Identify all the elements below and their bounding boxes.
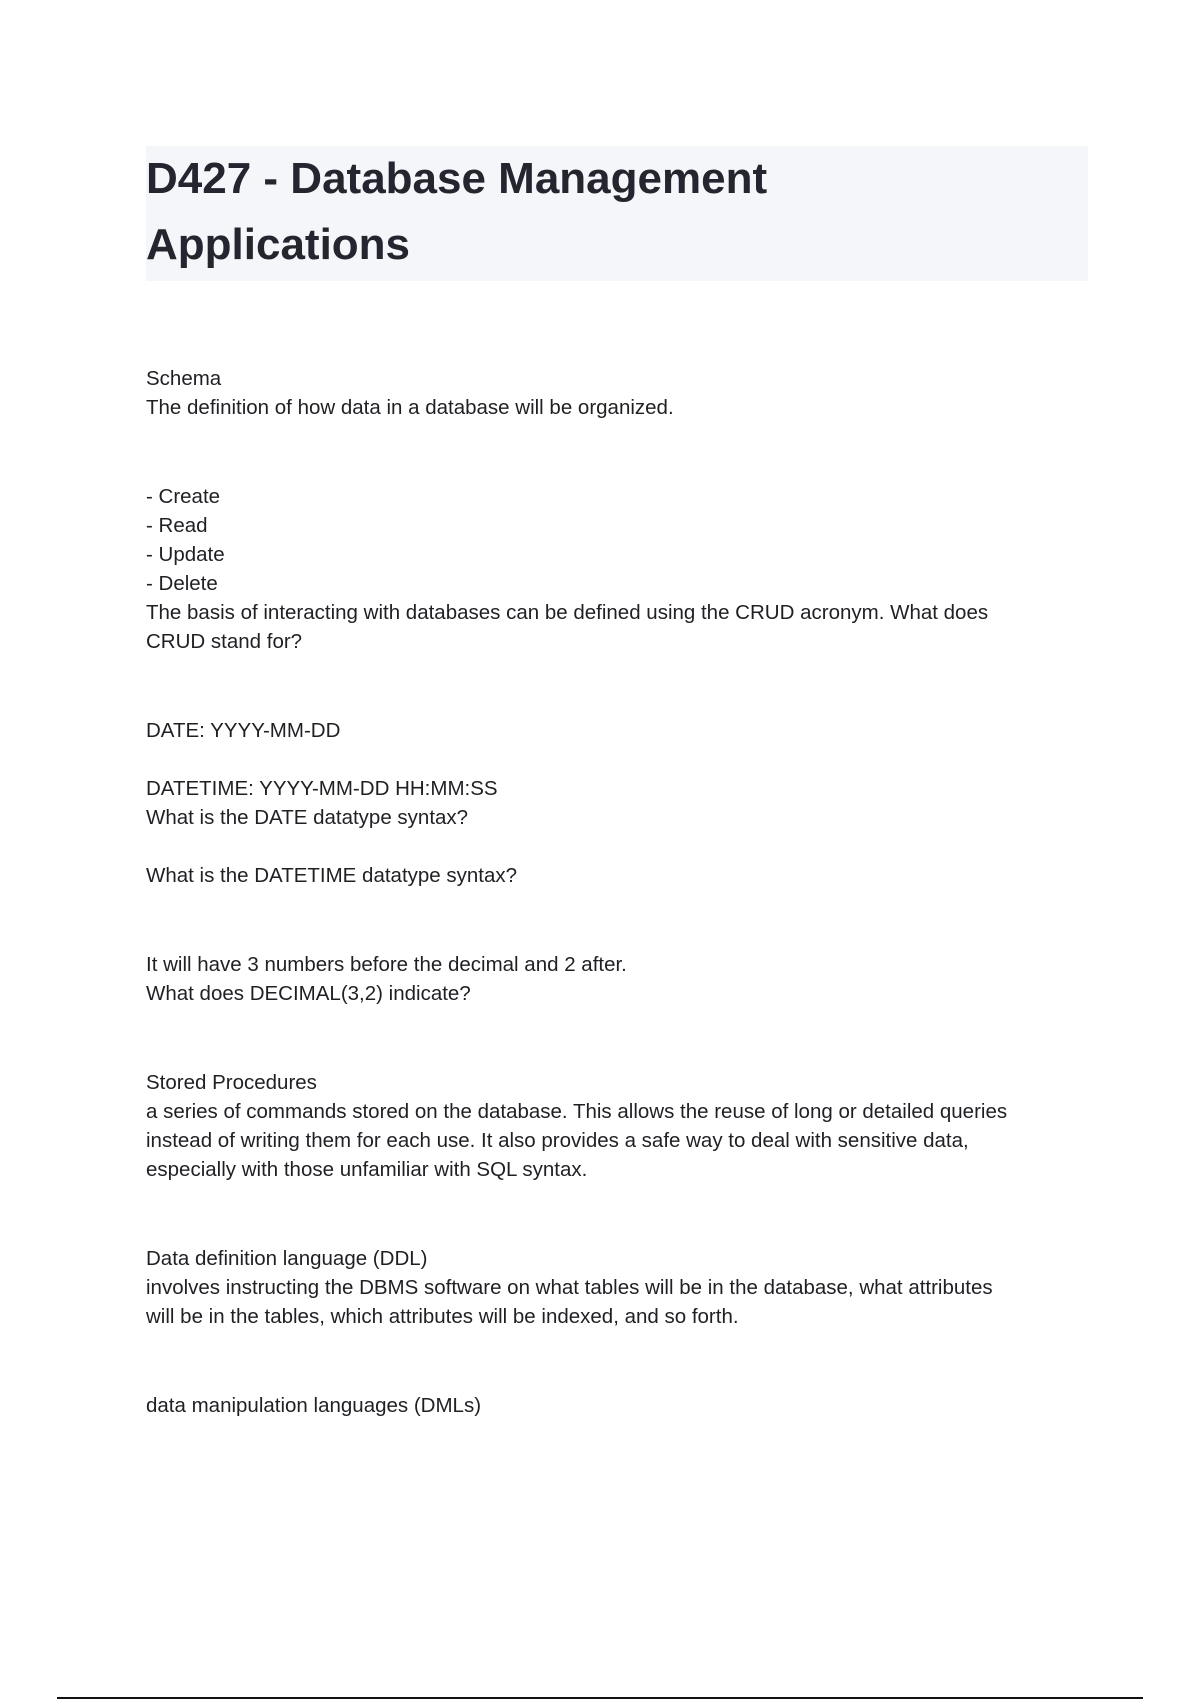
flashcard-definition: CRUD stand for? [146,630,303,653]
document-title [146,146,767,278]
flashcard-term: Data definition language (DDL) [146,1247,428,1270]
flashcard-term: Schema [146,367,222,390]
footer-divider [57,1697,1143,1699]
flashcard-definition: will be in the tables, which attributes will be indexed, and so forth. [146,1305,739,1328]
flashcard-term: DATE: YYYY-MM-DD [146,719,341,742]
flashcard-term: It will have 3 numbers before the decimal and 2 after. [146,953,627,976]
flashcard-term: - Create [146,485,221,508]
flashcard-definition: involves instructing the DBMS software on what tables will be in the database, what attributes [146,1276,993,1299]
flashcard-definition: What is the DATETIME datatype syntax? [146,864,518,887]
flashcard-term: Stored Procedures [146,1071,317,1094]
flashcard-entry [146,364,1091,422]
flashcard-entry [146,1068,1091,1184]
flashcard-term: - Read [146,514,208,537]
flashcard-entry [146,1391,1091,1420]
flashcard-definition: The definition of how data in a database will be organized. [146,396,674,419]
flashcard-definition: What does DECIMAL(3,2) indicate? [146,982,471,1005]
flashcard-definition: The basis of interacting with databases can be defined using the CRUD acronym. What does [146,601,989,624]
flashcard-term: - Update [146,543,225,566]
flashcard-definition: What is the DATE datatype syntax? [146,806,469,829]
document-title-line-1: D427 - Database Management [146,154,768,203]
flashcard-entry [146,1244,1091,1331]
line-spacer [146,832,1091,861]
title-banner [146,146,1088,281]
flashcard-entry [146,950,1091,1008]
flashcard-entry [146,716,1091,890]
flashcard-definition: a series of commands stored on the database. This allows the reuse of long or detailed queries [146,1100,1008,1123]
flashcard-term: DATETIME: YYYY-MM-DD HH:MM:SS [146,777,498,800]
flashcard-term: data manipulation languages (DMLs) [146,1394,482,1417]
flashcard-definition: instead of writing them for each use. It also provides a safe way to deal with sensitive data, [146,1129,969,1152]
document-title-line-2: Applications [146,220,411,269]
flashcard-entry [146,482,1091,656]
line-spacer [146,745,1091,774]
flashcard-term: - Delete [146,572,218,595]
flashcard-definition: especially with those unfamiliar with SQL syntax. [146,1158,588,1181]
flashcard-list [146,364,1091,1480]
